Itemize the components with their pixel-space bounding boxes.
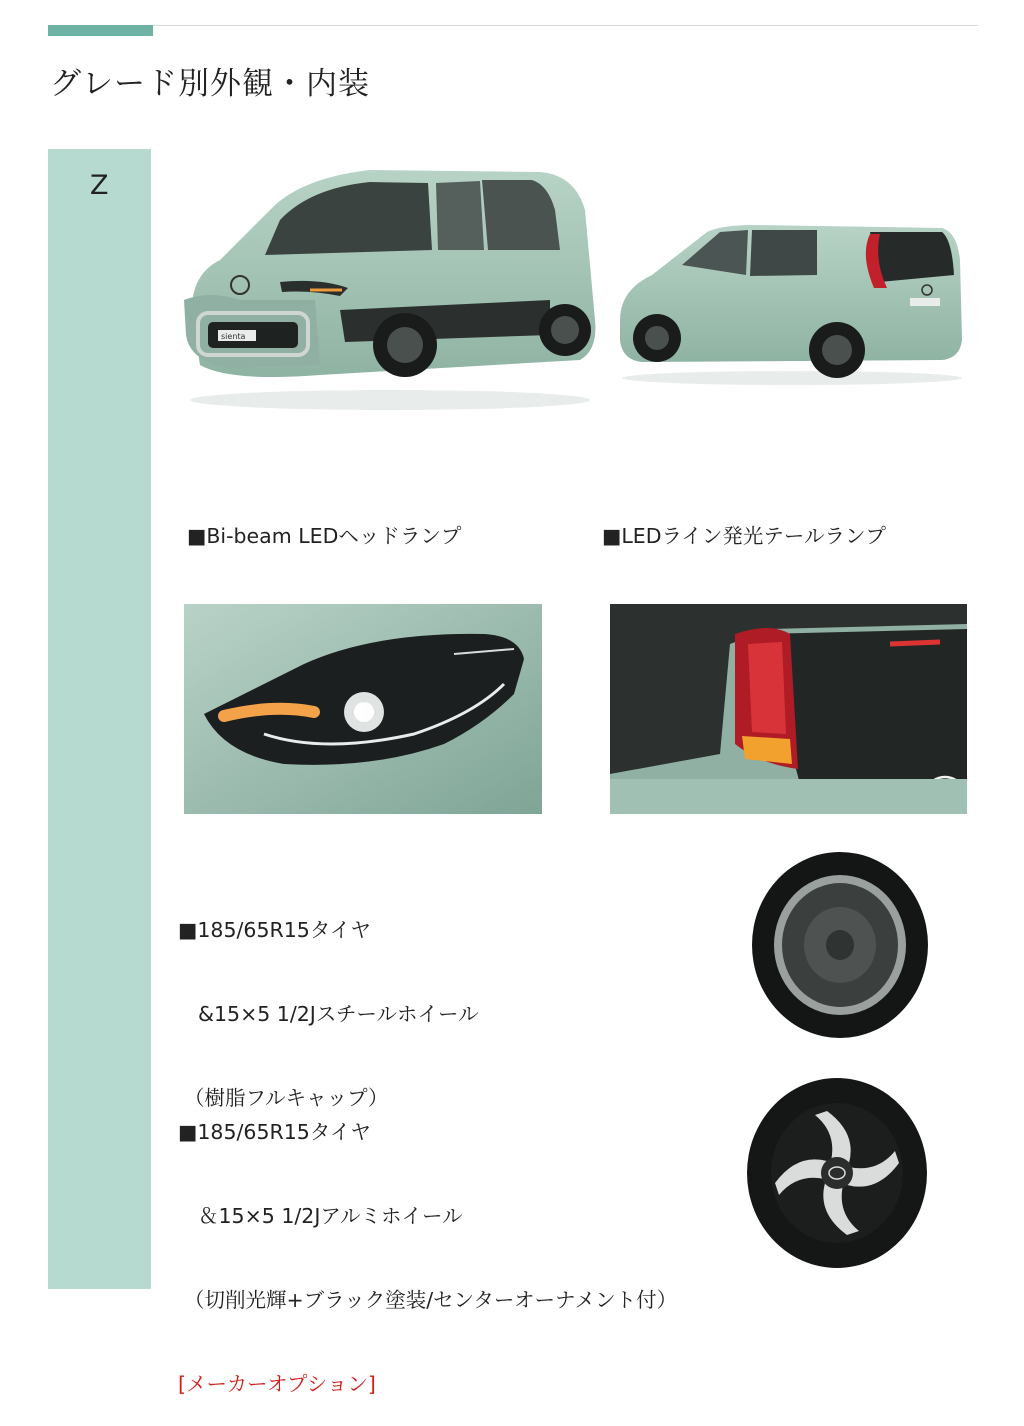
grade-label: Z [90,170,109,201]
caption-line: ■185/65R15タイヤ [178,1120,371,1144]
top-accent-bar [48,25,153,36]
caption-line: ■185/65R15タイヤ [178,918,371,942]
taillamp-closeup-photo [610,604,967,814]
caption-line: &15×5 1/2Jスチールホイール [198,1002,479,1026]
sienta-emblem: sienta [221,332,246,341]
car-rear-photo [612,210,964,385]
grade-band [48,149,151,1289]
caption-line: ■Bi-beam LEDヘッドランプ [187,524,462,548]
maker-option-label: [メーカーオプション] [178,1372,376,1396]
caption-line: ■LEDライン発光テールランプ [602,524,887,548]
alloy-wheel-photo [742,1075,932,1270]
top-divider [48,25,978,26]
steel-wheel-photo [745,850,930,1040]
page-title: グレード別外観・内装 [50,66,370,102]
car-front-photo [170,150,605,415]
headlamp-closeup-photo [184,604,542,814]
caption-line: （樹脂フルキャップ） [184,1086,389,1110]
caption-line: ＆15×5 1/2Jアルミホイール [198,1204,463,1228]
alloy-wheel-caption [178,1062,677,1426]
caption-line: （切削光輝+ブラック塗装/センターオーナメント付） [184,1288,678,1312]
